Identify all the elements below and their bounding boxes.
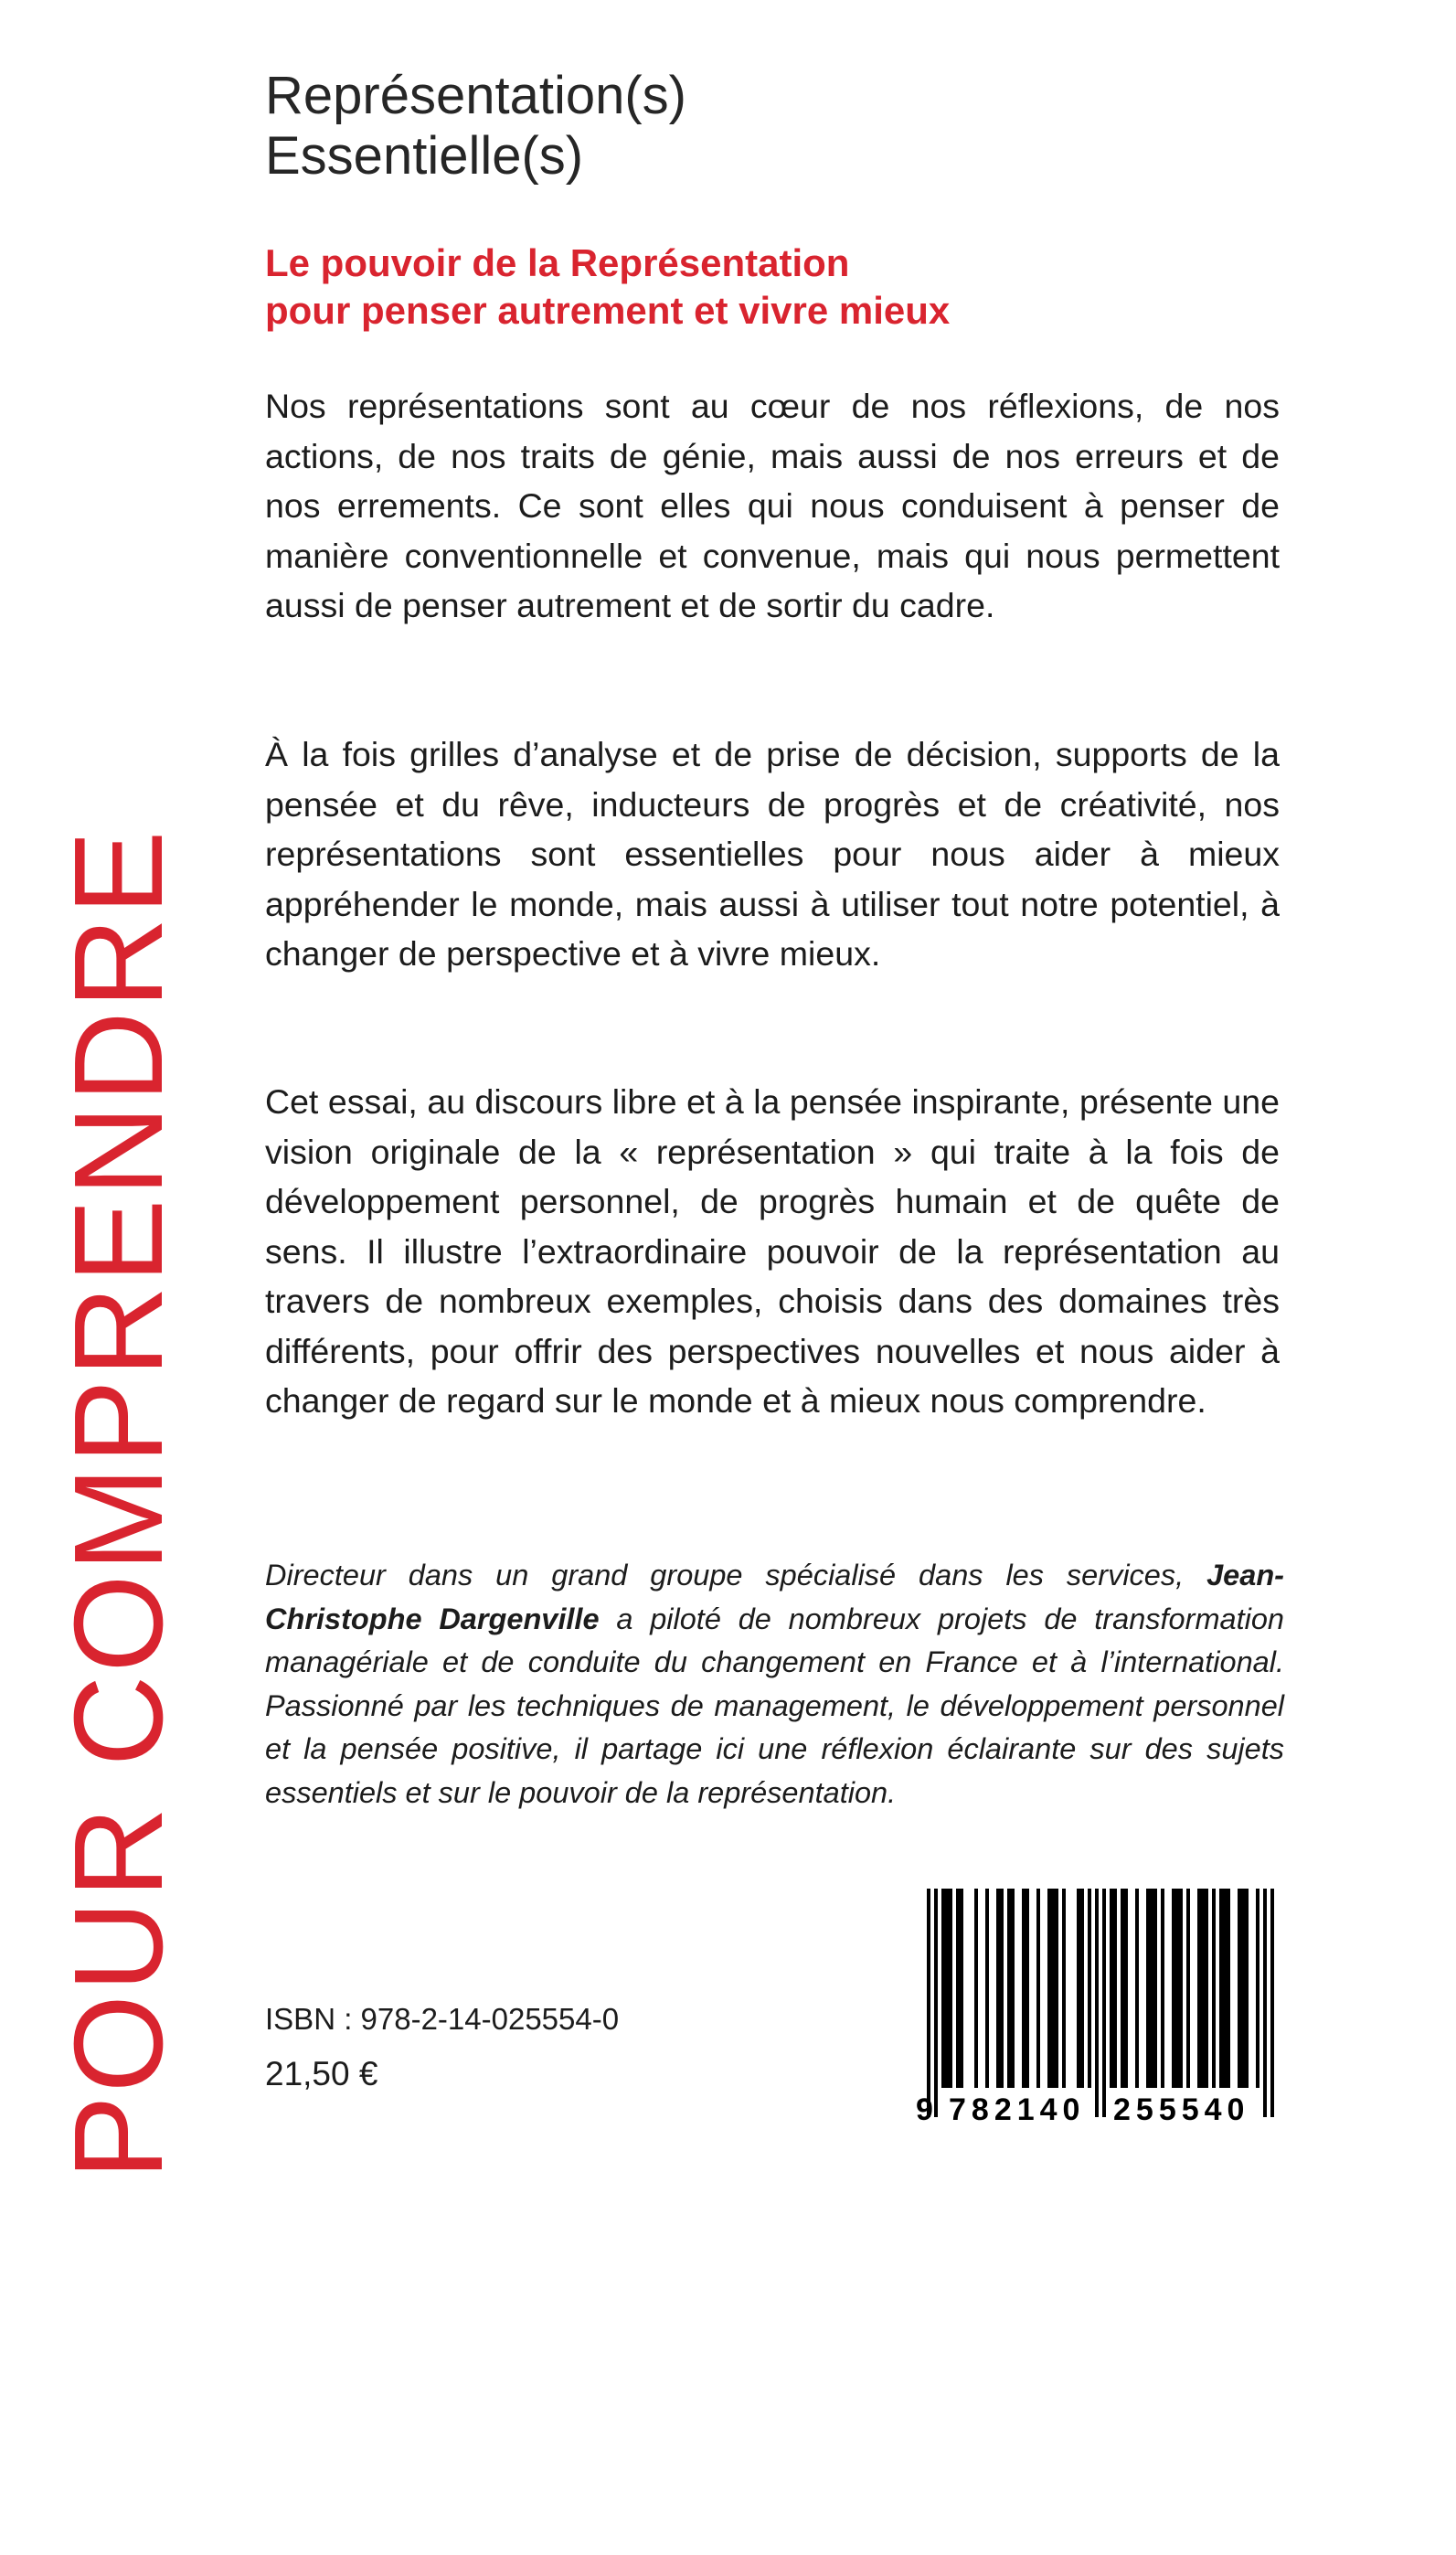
barcode-bar: [1146, 1889, 1150, 2088]
barcode-bar: [1062, 1889, 1066, 2088]
barcode-bar: [1263, 1889, 1267, 2117]
barcode-bar: [1102, 1889, 1106, 2117]
barcode-bar: [1000, 1889, 1004, 2088]
barcode-bar: [1007, 1889, 1011, 2088]
barcode-bar: [941, 1889, 945, 2088]
barcode-bar: [1172, 1889, 1175, 2088]
barcode-bar: [1245, 1889, 1249, 2088]
book-subtitle: [265, 240, 1344, 335]
barcode-bar: [1238, 1889, 1241, 2088]
price: 21,50 €: [265, 2055, 378, 2092]
subtitle-line-1: Le pouvoir de la Représentation: [265, 241, 850, 284]
series-label: POUR COMPRENDRE: [48, 827, 189, 2180]
barcode-bar: [1095, 1889, 1099, 2117]
bio-intro: Directeur dans un grand groupe spécialisé dans les services,: [265, 1559, 1207, 1592]
barcode-bar: [927, 1889, 930, 2117]
barcode-bar: [1088, 1889, 1091, 2088]
barcode-bar: [1113, 1889, 1117, 2088]
barcode-bar: [1055, 1889, 1058, 2088]
barcode-bar: [1201, 1889, 1205, 2088]
barcode-bar: [1036, 1889, 1040, 2088]
barcode-bar: [1227, 1889, 1230, 2088]
barcode: [914, 1889, 1298, 2128]
barcode-bar: [1161, 1889, 1164, 2088]
author-name: Jean-Christophe Dargenville: [265, 1559, 1284, 1635]
barcode-bar: [1175, 1889, 1179, 2088]
barcode-bar: [1241, 1889, 1245, 2088]
barcode-bar: [1110, 1889, 1113, 2088]
barcode-bar: [1256, 1889, 1259, 2088]
barcode-bar: [996, 1889, 1000, 2088]
book-title: [265, 66, 1344, 186]
barcode-bar: [985, 1889, 989, 2088]
bio-rest: a piloté de nombreux projets de transformation managériale et de conduite du changement en France et à l’international. Passionné par les techniques de management, le développement personnel et la pensée positive, il partage ici une réflexion éclairante sur des sujets essentiels et sur le pouvoir de la représentation.: [265, 1602, 1284, 1809]
barcode-bar: [1026, 1889, 1029, 2088]
barcode-bar: [1077, 1889, 1080, 2088]
blurb-paragraph-1: Nos représentations sont au cœur de nos réflexions, de nos actions, de nos traits de génie, mais aussi de nos erreurs et de nos errements. Ce sont elles qui nous conduisent à penser de manière conventionnelle et convenue, mais qui nous permettent aussi de penser autrement et de sortir du cadre.: [265, 387, 1280, 624]
barcode-bar: [1135, 1889, 1139, 2088]
barcode-right-group: 255540: [1113, 2092, 1250, 2127]
barcode-bar: [1219, 1889, 1223, 2088]
barcode-bar: [1150, 1889, 1153, 2088]
barcode-first-digit: 9: [916, 2092, 933, 2127]
blurb-paragraph-3: Cet essai, au discours libre et à la pensée inspirante, présente une vision originale de la « représentation » qui traite à la fois de développement personnel, de progrès humain et de quête de sens. Il illustre l’extraordinaire pouvoir de la représentation au travers de nombreux exemples, choisis dans des domaines très différents, pour offrir des perspectives nouvelles et nous aider à changer de regard sur le monde et à mieux nous comprendre.: [265, 1082, 1280, 1420]
barcode-bar: [1179, 1889, 1183, 2088]
barcode-bar: [1022, 1889, 1026, 2088]
barcode-bar: [1051, 1889, 1055, 2088]
barcode-bar: [1080, 1889, 1084, 2088]
barcode-bar: [1223, 1889, 1227, 2088]
barcode-bar: [956, 1889, 960, 2088]
barcode-bar: [949, 1889, 952, 2088]
barcode-bar: [1153, 1889, 1157, 2088]
barcode-bar: [960, 1889, 963, 2088]
barcode-bar: [934, 1889, 938, 2117]
subtitle-line-2: pour penser autrement et vivre mieux: [265, 289, 951, 332]
barcode-bar: [1270, 1889, 1274, 2117]
barcode-bar: [1011, 1889, 1015, 2088]
barcode-digits: [914, 2092, 1298, 2128]
barcode-bar: [1124, 1889, 1128, 2088]
blurb-paragraph-2: À la fois grilles d’analyse et de prise de décision, supports de la pensée et du rêve, inducteurs de progrès et de créativité, nos représentations sont essentielles pour nous aider à mieux appréhender le monde, mais aussi à utiliser tout notre potentiel, à changer de perspective et à vivre mieux.: [265, 735, 1280, 973]
barcode-bar: [974, 1889, 978, 2088]
barcode-bar: [1121, 1889, 1124, 2088]
barcode-bar: [945, 1889, 949, 2088]
barcode-bar: [1212, 1889, 1216, 2088]
barcode-left-group: 782140: [949, 2092, 1086, 2127]
barcode-bar: [1186, 1889, 1190, 2088]
title-line-1: Représentation(s): [265, 66, 686, 125]
title-line-2: Essentielle(s): [265, 126, 584, 186]
isbn-number: ISBN : 978-2-14-025554-0: [265, 2002, 620, 2036]
barcode-bar: [1047, 1889, 1051, 2088]
author-bio: [265, 1554, 1284, 1815]
barcode-bar: [1205, 1889, 1208, 2088]
barcode-bar: [1197, 1889, 1201, 2088]
